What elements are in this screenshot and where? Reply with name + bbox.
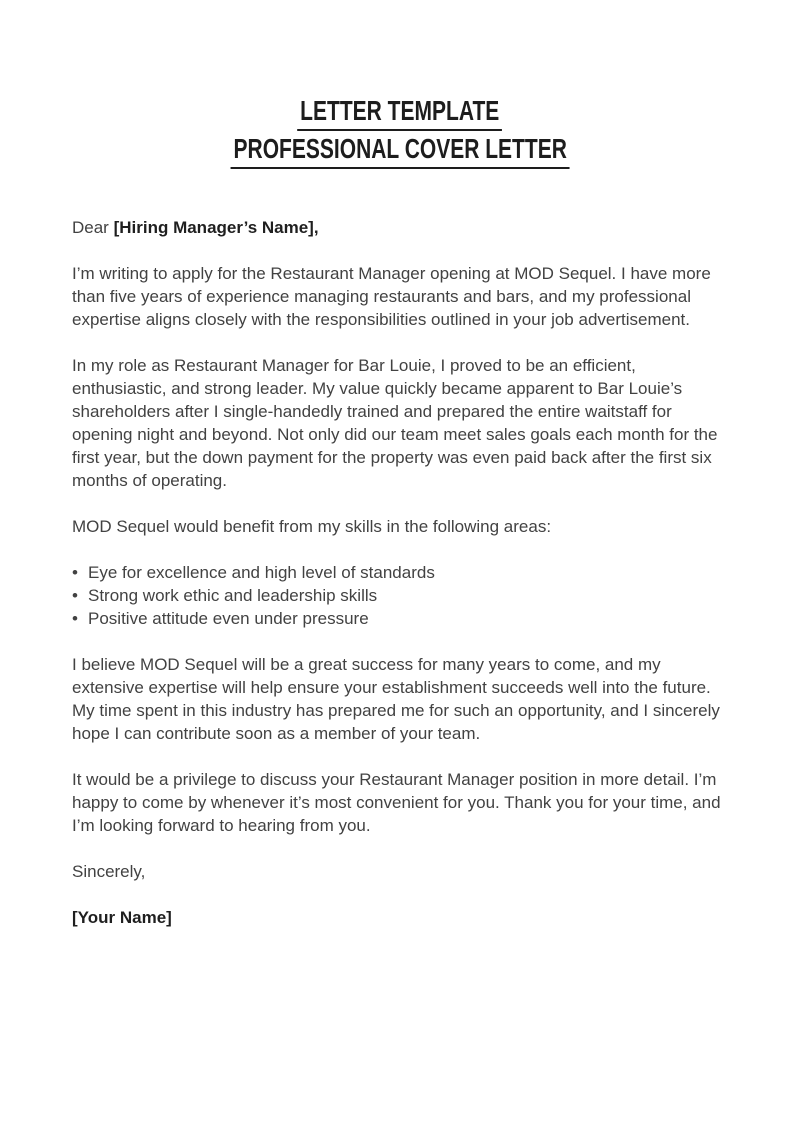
skills-list xyxy=(72,561,728,630)
title-text-professional-cover-letter: PROFESSIONAL COVER LETTER xyxy=(230,132,569,169)
signoff: Sincerely, xyxy=(72,862,146,881)
bullet-icon: • xyxy=(72,609,78,628)
salutation-prefix: Dear xyxy=(72,218,114,237)
salutation-recipient-placeholder: [Hiring Manager’s Name], xyxy=(113,218,319,237)
skill-text: Strong work ethic and leadership skills xyxy=(88,586,378,605)
paragraph-call-to-action: It would be a privilege to discuss your Restaurant Manager position in more detail. I’m happy to come by whenever it’s most convenient for you. Thank you for your time, and I’m looking forward to hearing from you. xyxy=(72,770,721,835)
list-item xyxy=(72,607,728,630)
salutation xyxy=(72,216,728,239)
skills-intro: MOD Sequel would benefit from my skills in the following areas: xyxy=(72,517,552,536)
paragraph-experience: In my role as Restaurant Manager for Bar Louie, I proved to be an efficient, enthusiastic, and strong leader. My value quickly became apparent to Bar Louie’s shareholders after I single-handedly trained and prepared the entire waitstaff for opening night and beyond. Not only did our team meet sales goals each month for the first year, but the down payment for the property was even paid back after the first six months of operating. xyxy=(72,356,718,490)
skill-text: Positive attitude even under pressure xyxy=(88,609,369,628)
signature-placeholder: [Your Name] xyxy=(72,908,172,927)
skill-text: Eye for excellence and high level of standards xyxy=(88,563,435,582)
title-line-1 xyxy=(72,94,728,132)
title-text-letter-template: LETTER TEMPLATE xyxy=(297,94,502,131)
document-title xyxy=(72,94,728,170)
bullet-icon: • xyxy=(72,563,78,582)
paragraph-intro: I’m writing to apply for the Restaurant Manager opening at MOD Sequel. I have more than five years of experience managing restaurants and bars, and my professional expertise aligns closely with the responsibilities outlined in your job advertisement. xyxy=(72,264,711,329)
list-item xyxy=(72,561,728,584)
paragraph-belief: I believe MOD Sequel will be a great success for many years to come, and my extensive expertise will help ensure your establishment succeeds well into the future. My time spent in this industry has prepared me for such an opportunity, and I sincerely hope I can contribute soon as a member of your team. xyxy=(72,655,720,743)
list-item xyxy=(72,584,728,607)
title-line-2 xyxy=(72,132,728,170)
bullet-icon: • xyxy=(72,586,78,605)
